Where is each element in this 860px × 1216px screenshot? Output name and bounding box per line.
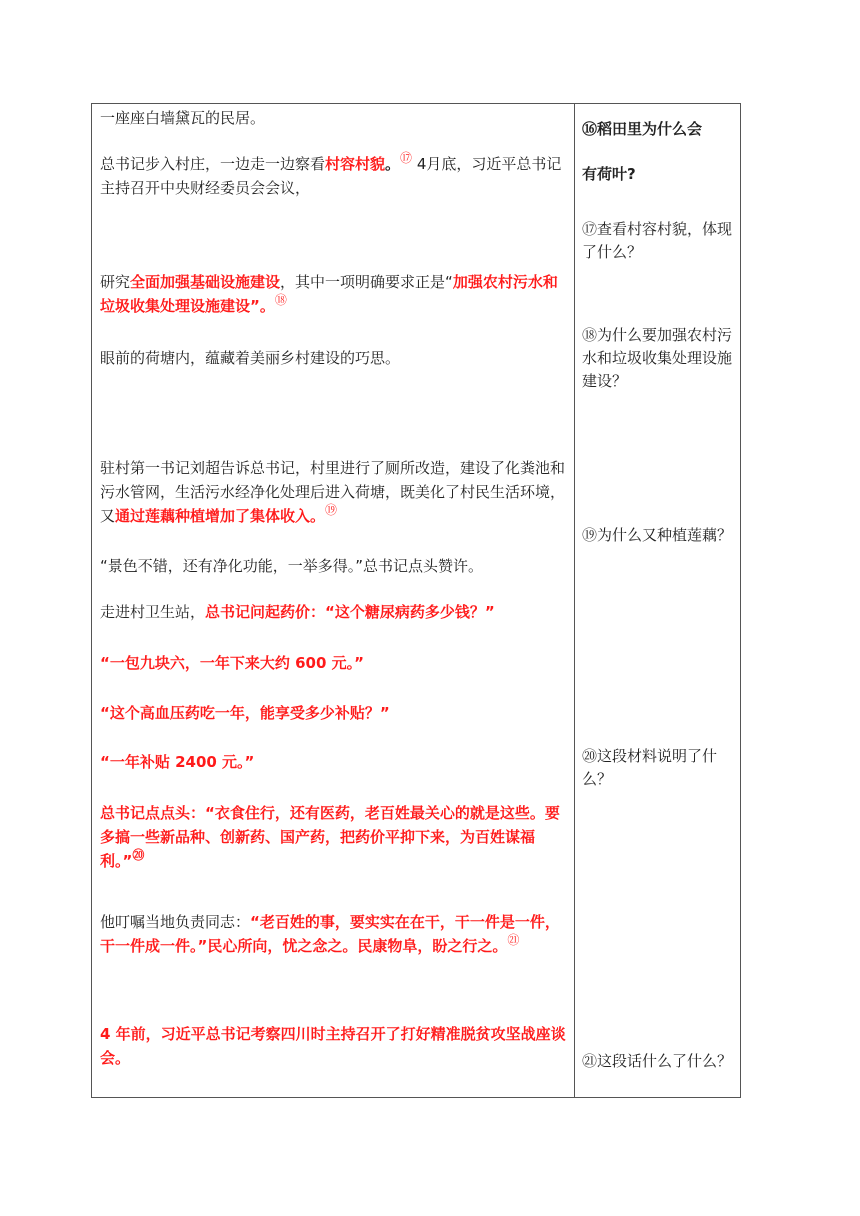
note-marker-19: ⑲ [325, 503, 338, 517]
paragraph-3 [100, 270, 570, 318]
q21-text: ㉑这段话什么了什么？ [582, 1052, 733, 1070]
p2-text-a: 总书记步入村庄，一边走一边察看 [100, 155, 326, 173]
paragraph-11 [100, 801, 570, 873]
p6-text: “景色不错，还有净化功能，一举多得。”总书记点头赞许。 [100, 557, 484, 575]
column-divider [574, 104, 575, 1097]
q20-text: ⑳这段材料说明了什么？ [582, 747, 718, 788]
p3-text-c: ，其中一项明确要求正是“ [280, 273, 453, 291]
p11-text: 总书记点点头：“衣食住行，还有医药，老百姓最关心的就是这些。要多搞一些新品种、创新药、国产药，把药价平抑下来，为百姓谋福利。” [100, 804, 560, 870]
p7-text-a: 走进村卫生站， [100, 603, 206, 621]
q16-text-a: ⑯稻田里为什么会 [582, 120, 703, 138]
p4-text: 眼前的荷塘内，蕴藏着美丽乡村建设的巧思。 [100, 349, 401, 367]
paragraph-2 [100, 152, 570, 200]
q18-text: ⑱为什么要加强农村污水和垃圾收集处理设施建设？ [582, 326, 733, 390]
p12-text-a: 他叮嘱当地负责同志： [100, 913, 251, 931]
p5-highlight: 通过莲藕种植增加了集体收入。 [115, 507, 326, 525]
paragraph-10 [100, 750, 570, 774]
question-17 [582, 218, 732, 264]
paragraph-9 [100, 701, 570, 725]
p9-text: “这个高血压药吃一年，能享受多少补贴？” [100, 704, 390, 722]
p2-highlight: 村容村貌 [325, 155, 386, 173]
p13-text: 4 年前，习近平总书记考察四川时主持召开了打好精准脱贫攻坚战座谈会。 [100, 1025, 566, 1067]
p7-highlight: 总书记问起药价：“这个糖尿病药多少钱？” [205, 603, 495, 621]
document-table [91, 103, 741, 1098]
p3-text-e: ”。 [250, 297, 275, 315]
question-19 [582, 524, 732, 547]
question-20 [582, 745, 732, 791]
paragraph-4 [100, 346, 570, 370]
q17-text: ⑰查看村容村貌，体现了什么？ [582, 220, 733, 261]
paragraph-5 [100, 456, 570, 528]
p1-text: 一座座白墙黛瓦的民居。 [100, 109, 266, 127]
paragraph-13 [100, 1022, 570, 1070]
paragraph-8 [100, 651, 570, 675]
p2-text-d: 4月底，习近平总书记主持召开中央财经委员会会议， [100, 155, 562, 197]
note-marker-21: ㉑ [507, 933, 520, 947]
note-marker-17: ⑰ [400, 151, 413, 165]
p3-highlight-2: 加强农村污水和垃圾收集处理设施建设 [100, 273, 558, 315]
p3-highlight-1: 全面加强基础设施建设 [130, 273, 281, 291]
question-16-line-1 [582, 118, 732, 141]
question-21 [582, 1050, 732, 1073]
question-18 [582, 324, 732, 393]
p8-text: “一包九块六，一年下来大约 600 元。” [100, 654, 364, 672]
p10-text: “一年补贴 2400 元。” [100, 753, 255, 771]
p5-text-a: 驻村第一书记刘超告诉总书记，村里进行了厕所改造，建设了化粪池和污水管网，生活污水经净化处理后进入荷塘，既美化了村民生活环境，又 [100, 459, 566, 525]
note-marker-18: ⑱ [274, 293, 287, 307]
paragraph-7 [100, 600, 570, 624]
paragraph-1 [100, 106, 570, 130]
q16-text-b: 有荷叶? [582, 165, 636, 183]
paragraph-6 [100, 554, 570, 578]
p2-text-c: 。 [385, 155, 401, 173]
note-marker-20: ⑳ [132, 848, 145, 862]
question-16-line-2 [582, 163, 732, 186]
p12-highlight: “老百姓的事，要实实在在干，干一件是一件，干一件成一件。”民心所向，忧之念之。民康物阜，盼之行之。 [100, 913, 560, 955]
paragraph-12 [100, 910, 570, 958]
q19-text: ⑲为什么又种植莲藕？ [582, 526, 733, 544]
p3-text-a: 研究 [100, 273, 131, 291]
